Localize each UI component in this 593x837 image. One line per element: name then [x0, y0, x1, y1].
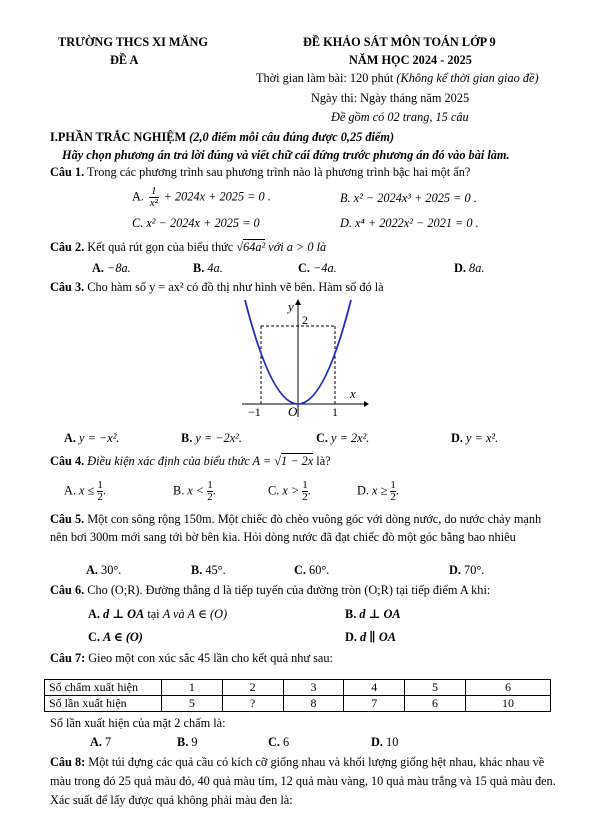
tick-label-1: 1 [332, 405, 338, 419]
question-text: Một con sông rộng 150m. Một chiếc đò chèo vuông góc với dòng nước, do nước chảy mạnh nên bơi 300m mới sang tới bờ bên kia. Hỏi dòng nước đã đạt chiếc đò một góc bằng bao nhiêu [50, 512, 542, 544]
x-axis-label: x [350, 386, 356, 401]
page-count: Đề gồm có 02 trang, 15 câu [331, 110, 469, 124]
q3-option-a: A. y = −x². [64, 431, 120, 445]
table-cell: 4 [344, 680, 405, 696]
table-cell: 6 [405, 696, 466, 712]
q3-option-c: C. y = 2x². [316, 431, 370, 445]
q4-option-b: B. x < $\frac{1}{2}$ . [173, 479, 216, 503]
question-text: Cho (O;R). Đường thẳng d là tiếp tuyến của đường tròn (O;R) tại tiếp điểm A khi: [87, 583, 491, 597]
question-label: Câu 2. [50, 240, 85, 254]
q3-option-b: B. y = −2x². [181, 431, 242, 445]
table-cell: 5 [162, 696, 223, 712]
q7-followup: Số lần xuất hiện của mặt 2 chấm là: [50, 716, 226, 730]
q6-option-b: B. d ⊥ OA [345, 607, 401, 621]
q5-option-c: C. 60°. [294, 563, 330, 577]
question-text-pre: Điều kiện xác định của biểu thức A = [87, 454, 272, 468]
table-cell: 5 [405, 680, 466, 696]
question-5 [50, 510, 558, 546]
q6-option-c: C. A ∈ (O) [88, 630, 143, 644]
time-note: (Không kể thời gian giao đề) [396, 71, 539, 85]
x-axis-arrow [364, 401, 369, 407]
question-text: Một túi đựng các quả cầu có kích cỡ giống nhau và khối lượng giống hệt nhau, khác nhau về màu trong đó 25 quả màu đỏ, 40 quả màu tím, 12 quả màu vàng, 10 quả màu trắng và 15 quả màu đen. Xác suất để lấy được quả không phải màu đen là: [50, 755, 556, 807]
exam-date: Ngày thi: Ngày tháng năm 2025 [311, 91, 470, 105]
q1-option-d: D. x⁴ + 2022x² − 2021 = 0 . [340, 216, 479, 230]
tick-label-neg1: −1 [248, 405, 261, 419]
time-line [256, 71, 539, 86]
option-rest: + 2024x + 2025 = 0 . [163, 189, 271, 204]
table-cell: 8 [283, 696, 344, 712]
question-6 [50, 583, 490, 598]
question-label: Câu 1. [50, 165, 85, 179]
sqrt-expression: √64a² [236, 240, 266, 254]
question-text-pre: Kết quả rút gọn của biểu thức [87, 240, 234, 254]
q2-option-c: C. −4a. [298, 261, 337, 275]
question-label: Câu 5. [50, 512, 85, 526]
section-score: (2,0 điểm mỗi câu đúng được 0,25 điểm) [189, 130, 395, 144]
radicand: 64a² [243, 240, 266, 254]
fraction-numerator: 1 [151, 185, 157, 197]
fraction-denominator: x² [149, 197, 158, 209]
school-name: TRƯỜNG THCS XI MĂNG [58, 35, 208, 49]
table-cell: ? [222, 696, 283, 712]
q1-option-a [132, 186, 271, 209]
q3-option-d: D. y = x². [451, 431, 499, 445]
table-cell: 3 [283, 680, 344, 696]
question-label: Câu 6. [50, 583, 85, 597]
time-label: Thời gian làm bài: 120 phút [256, 71, 394, 85]
tick-label-2: 2 [302, 313, 308, 327]
q2-option-a: A. −8a. [92, 261, 131, 275]
question-text: Gieo một con xúc sắc 45 lần cho kết quả như sau: [88, 651, 333, 665]
q5-option-d: D. 70°. [449, 563, 485, 577]
q7-option-d: D. 10 [371, 735, 399, 749]
exam-code: ĐỀ A [110, 53, 139, 67]
y-axis-label: y [288, 299, 294, 314]
section-heading [50, 130, 394, 145]
table-cell: 7 [344, 696, 405, 712]
q7-option-c: C. 6 [268, 735, 290, 749]
question-text: Trong các phương trình sau phương trình nào là phương trình bậc hai một ẩn? [87, 165, 471, 179]
question-7 [50, 651, 333, 666]
q6-option-a: A. d ⊥ OA tại A và A ∈ (O) [88, 607, 228, 621]
question-2 [50, 240, 326, 255]
q2-option-d: D. 8a. [454, 261, 485, 275]
q5-option-a: A. 30°. [86, 563, 122, 577]
option-letter: A. [132, 189, 144, 204]
q7-option-b: B. 9 [177, 735, 198, 749]
question-label: Câu 4. [50, 454, 85, 468]
table-header-cell: Số chấm xuất hiện [45, 680, 162, 696]
question-label: Câu 8: [50, 755, 86, 769]
table-cell: 2 [222, 680, 283, 696]
table-cell: 1 [162, 680, 223, 696]
q2-option-b: B. 4a. [193, 261, 223, 275]
q7-option-a: A. 7 [90, 735, 112, 749]
parabola-graph [234, 297, 370, 421]
section-title: I.PHẦN TRẮC NGHIỆM [50, 130, 187, 144]
school-year: NĂM HỌC 2024 - 2025 [349, 53, 472, 67]
table-row [45, 696, 551, 712]
radicand: 1 − 2x [281, 454, 314, 468]
exam-title: ĐỀ KHẢO SÁT MÔN TOÁN LỚP 9 [303, 35, 496, 49]
q4-option-d: D. x ≥ $\frac{1}{2}$ . [357, 479, 399, 503]
question-label: Câu 3. [50, 280, 85, 294]
question-text: Cho hàm số y = ax² có đồ thị như hình vẽ bên. Hàm số đó là [87, 280, 384, 294]
dice-frequency-table [44, 679, 551, 712]
q4-option-c: C. x > $\frac{1}{2}$ . [268, 479, 311, 503]
origin-label: O [288, 404, 298, 419]
table-row [45, 680, 551, 696]
q4-option-a: A. x ≤ $\frac{1}{2}$ . [64, 479, 106, 503]
sqrt-expression: √1 − 2x [274, 454, 314, 468]
y-axis-arrow [295, 299, 301, 305]
table-header-cell: Số lần xuất hiện [45, 696, 162, 712]
q5-option-b: B. 45°. [191, 563, 226, 577]
question-8 [50, 753, 560, 810]
question-label: Câu 7: [50, 651, 86, 665]
question-3 [50, 280, 384, 295]
question-text-post: là? [316, 454, 331, 468]
question-text-post: với a > 0 là [268, 240, 327, 254]
table-cell: 10 [465, 696, 550, 712]
q1-option-b: B. x² − 2024x³ + 2025 = 0 . [340, 191, 477, 205]
section-instruction: Hãy chọn phương án trả lời đúng và viết chữ cái đứng trước phương án đó vào bài làm. [62, 148, 510, 162]
q1-option-c: C. x² − 2024x + 2025 = 0 [132, 216, 260, 230]
question-4 [50, 454, 331, 469]
question-1 [50, 165, 470, 180]
table-cell: 6 [465, 680, 550, 696]
q6-option-d: D. d ∥ OA [345, 630, 396, 644]
